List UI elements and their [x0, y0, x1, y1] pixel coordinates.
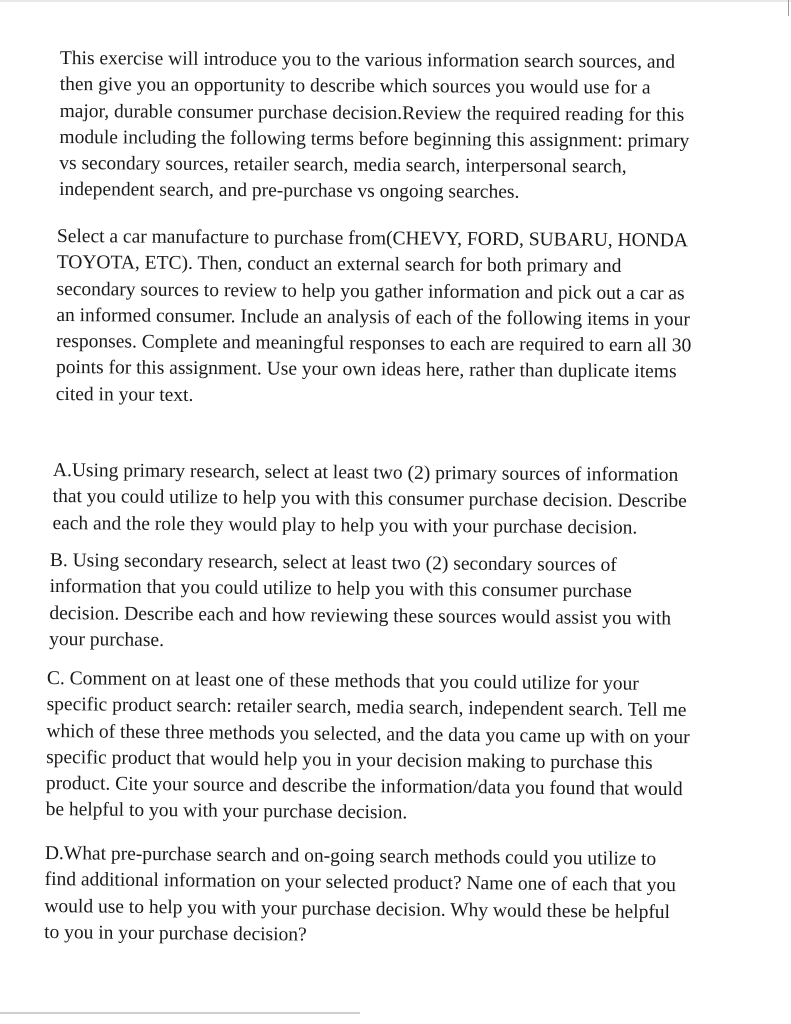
- text-line: information that you could utilize to help you with this consumer purchase: [49, 576, 632, 603]
- text-line: This exercise will introduce you to the various information search sources, and: [59, 47, 676, 73]
- scan-edge-top: [0, 0, 791, 2]
- text-line: then give you an opportunity to describe which sources you would use for a: [59, 74, 651, 99]
- text-line: vs secondary sources, retailer search, media search, interpersonal search,: [59, 153, 627, 178]
- question-c-paragraph: [45, 666, 690, 830]
- text-line: responses. Complete and meaningful responses to each are required to earn all 30: [56, 331, 692, 357]
- question-b-paragraph: [49, 548, 672, 659]
- question-a-paragraph: [52, 458, 687, 542]
- text-line: independent search, and pre-purchase vs ongoing searches.: [59, 179, 520, 204]
- text-line: cited in your text.: [55, 383, 194, 406]
- text-line: an informed consumer. Include an analysis of each of the following items in your: [56, 304, 691, 331]
- text-line: specific product that would help you in your decision making to purchase this: [46, 746, 653, 774]
- question-d-paragraph: [44, 841, 676, 952]
- text-line: find additional information on your selected product? Name one of each that you: [44, 869, 677, 897]
- text-line: that you could utilize to help you with this consumer purchase decision. Describe: [52, 486, 687, 513]
- text-line: module including the following terms before beginning this assignment: primary: [59, 126, 690, 152]
- scan-edge-right: [788, 0, 789, 16]
- scan-edge-bottom: [0, 1012, 360, 1014]
- text-line: C. Comment on at least one of these methods that you could utilize for your: [46, 667, 639, 695]
- text-line: which of these three methods you selected, and the data you came up with on your: [46, 720, 690, 748]
- text-line: A.Using primary research, select at least two (2) primary sources of information: [52, 459, 679, 486]
- text-line: TOYOTA, ETC). Then, conduct an external search for both primary and: [56, 252, 622, 278]
- text-line: points for this assignment. Use your own ideas here, rather than duplicate items: [55, 357, 677, 383]
- text-line: decision. Describe each and how reviewing these sources would assist you with: [49, 602, 672, 630]
- text-line: B. Using secondary research, select at least two (2) secondary sources of: [49, 549, 617, 576]
- text-line: secondary sources to review to help you gather information and pick out a car as: [56, 278, 685, 304]
- text-line: to you in your purchase decision?: [44, 921, 307, 946]
- instructions-paragraph: [56, 224, 692, 413]
- text-line: each and the role they would play to help you with your purchase decision.: [52, 512, 638, 539]
- text-line: major, durable consumer purchase decision.Review the required reading for this: [59, 100, 685, 126]
- text-line: would use to help you with your purchase decision. Why would these be helpful: [44, 895, 671, 923]
- text-line: product. Cite your source and describe the information/data you found that would: [45, 773, 683, 801]
- intro-paragraph: [59, 46, 690, 208]
- text-line: specific product search: retailer search, media search, independent search. Tell me: [46, 694, 687, 722]
- text-line: D.What pre-purchase search and on-going search methods could you utilize to: [44, 842, 657, 870]
- text-line: Select a car manufacture to purchase from(CHEVY, FORD, SUBARU, HONDA: [56, 225, 689, 252]
- text-line: your purchase.: [49, 628, 165, 651]
- text-line: be helpful to you with your purchase decision.: [45, 799, 408, 824]
